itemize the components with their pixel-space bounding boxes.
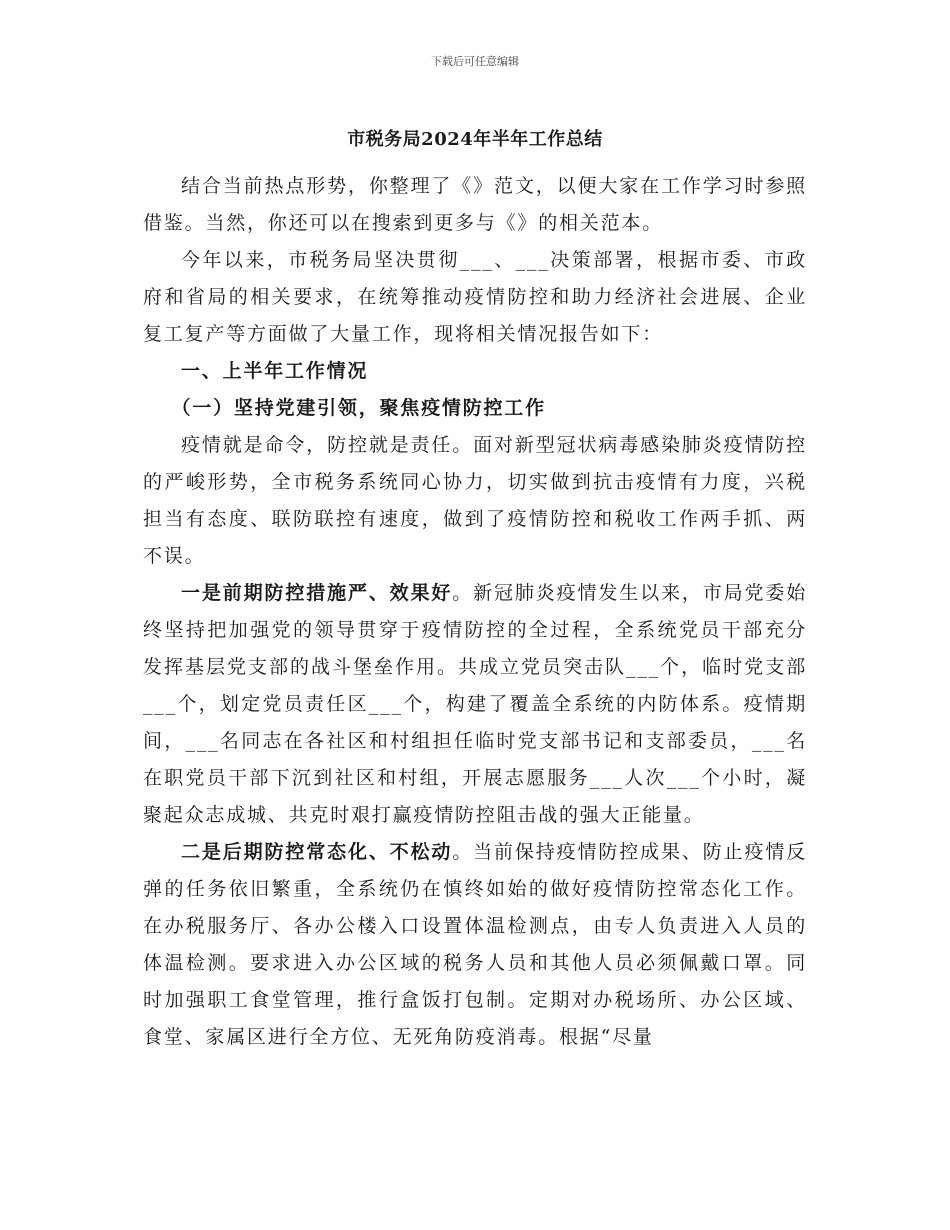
paragraph-epidemic-command: 疫情就是命令，防控就是责任。面对新型冠状病毒感染肺炎疫情防控的严峻形势，全市税务系统同心协力，切实做到抗击疫情有力度，兴税担当有态度、联防联控有速度，做到了疫情防控和税收工作两手抓、两不误。 — [143, 434, 807, 567]
paragraph-body-later: 。当前保持疫情防控成果、防止疫情反弹的任务依旧繁重，全系统仍在慎终如始的做好疫情防控常态化工作。在办税服务厅、各办公楼入口设置体温检测点，由专人负责进入人员的体温检测。要求进入办公区域的税务人员和其他人员必须佩戴口罩。同时加强职工食堂管理，推行盒饭打包制。定期对办税场所、办公区域、食堂、家属区进行全方位、无死角防疫消毒。根据“尽量 — [143, 841, 807, 1048]
paragraph-early-prevention — [143, 575, 807, 834]
subsection-heading: （一）坚持党建引领，聚焦疫情防控工作 — [171, 397, 546, 419]
intro-paragraph: 结合当前热点形势，你整理了《》范文，以便大家在工作学习时参照借鉴。当然，你还可以在搜索到更多与《》的相关范本。 — [143, 175, 807, 234]
section-heading: 一、上半年工作情况 — [181, 360, 369, 382]
header-note: 下载后可任意编辑 — [431, 55, 519, 68]
paragraph-later-prevention — [143, 834, 807, 1056]
paragraph-lead-early: 一是前期防控措施严、效果好 — [181, 582, 453, 604]
document-body — [143, 168, 807, 1056]
opening-paragraph: 今年以来，市税务局坚决贯彻___、___决策部署，根据市委、市政府和省局的相关要求，在统筹推动疫情防控和助力经济社会进展、企业复工复产等方面做了大量工作，现将相关情况报告如下： — [143, 249, 807, 345]
paragraph-body-early: 。新冠肺炎疫情发生以来，市局党委始终坚持把加强党的领导贯穿于疫情防控的全过程，全系统党员干部充分发挥基层党支部的战斗堡垒作用。共成立党员突击队___个，临时党支部___个，划定党员责任区___个，构建了覆盖全系统的内防体系。疫情期间，___名同志在各社区和村组担任临时党支部书记和支部委员，___名在职党员干部下沉到社区和村组，开展志愿服务___人次___个小时，凝聚起众志成城、共克时艰打赢疫情防控阻击战的强大正能量。 — [143, 582, 807, 826]
document-title: 市税务局2024年半年工作总结 — [347, 129, 603, 150]
paragraph-lead-later: 二是后期防控常态化、不松动 — [181, 841, 453, 863]
